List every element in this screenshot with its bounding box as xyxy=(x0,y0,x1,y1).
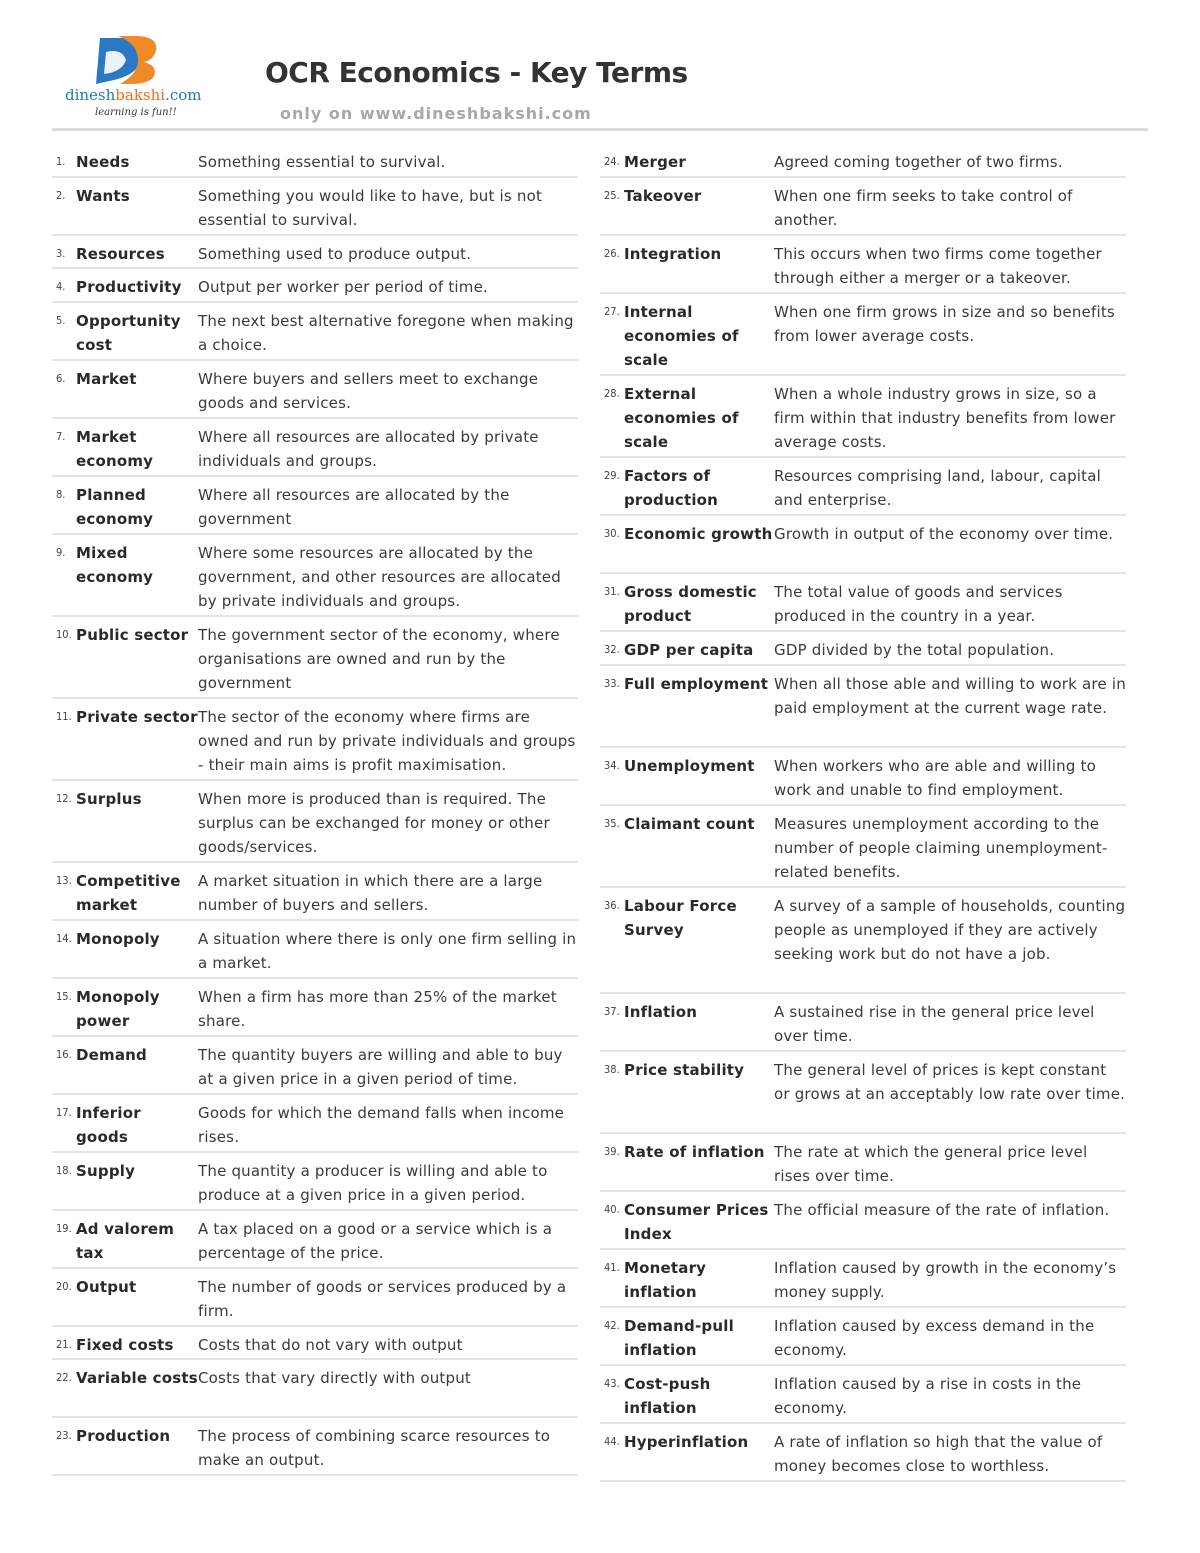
term-name: Wants xyxy=(76,187,130,205)
term-number: 28. xyxy=(604,387,620,400)
term-row xyxy=(600,574,1126,632)
term-row xyxy=(600,294,1126,376)
term-row xyxy=(600,236,1126,294)
term-definition: When a firm has more than 25% of the market share. xyxy=(198,988,557,1030)
term-name: Integration xyxy=(624,245,722,263)
term-definition: When more is produced than is required. The surplus can be exchanged for money or other goods/services. xyxy=(198,790,550,856)
term-number: 24. xyxy=(604,155,620,168)
term-number: 12. xyxy=(56,792,72,805)
term-definition: Costs that vary directly with output xyxy=(198,1369,472,1387)
term-definition: The quantity buyers are willing and able to buy at a given price in a given period of time. xyxy=(198,1046,563,1088)
logo-wordmark: dineshbakshi.com xyxy=(65,86,202,104)
term-definition: The total value of goods and services produced in the country in a year. xyxy=(774,583,1063,625)
page-title: OCR Economics - Key Terms xyxy=(265,56,688,89)
term-number: 15. xyxy=(56,990,72,1003)
term-number: 8. xyxy=(56,488,66,501)
term-row xyxy=(52,303,578,361)
term-row xyxy=(600,888,1126,994)
term-row xyxy=(52,1418,578,1476)
term-definition: When a whole industry grows in size, so a firm within that industry benefits from lower average costs. xyxy=(774,385,1116,451)
term-number: 20. xyxy=(56,1280,72,1293)
term-row xyxy=(600,144,1126,178)
term-number: 41. xyxy=(604,1261,620,1274)
term-name: Resources xyxy=(76,245,165,263)
term-definition: When all those able and willing to work are in paid employment at the current wage rate. xyxy=(774,675,1126,717)
term-row xyxy=(52,419,578,477)
term-name: Ad valorem tax xyxy=(76,1220,175,1262)
term-definition: When one firm grows in size and so benefits from lower average costs. xyxy=(774,303,1115,345)
term-number: 30. xyxy=(604,527,620,540)
term-name: Variable costs xyxy=(76,1369,198,1387)
term-name: Inferior goods xyxy=(76,1104,141,1146)
term-definition: Inflation caused by excess demand in the economy. xyxy=(774,1317,1095,1359)
term-number: 22. xyxy=(56,1371,72,1384)
term-definition: Costs that do not vary with output xyxy=(198,1336,463,1354)
term-row xyxy=(600,178,1126,236)
term-definition: Goods for which the demand falls when income rises. xyxy=(198,1104,565,1146)
term-row xyxy=(600,1424,1126,1482)
term-definition: A market situation in which there are a large number of buyers and sellers. xyxy=(198,872,543,914)
term-definition: A situation where there is only one firm selling in a market. xyxy=(198,930,577,972)
term-definition: Something essential to survival. xyxy=(198,153,446,171)
term-definition: A tax placed on a good or a service which is a percentage of the price. xyxy=(198,1220,553,1262)
term-row xyxy=(600,806,1126,888)
term-row xyxy=(52,617,578,699)
term-name: Price stability xyxy=(624,1061,745,1079)
term-number: 34. xyxy=(604,759,620,772)
page-subtitle[interactable]: only on www.dineshbakshi.com xyxy=(280,104,592,123)
term-row xyxy=(52,1037,578,1095)
term-number: 5. xyxy=(56,314,66,327)
term-name: Internal economies of scale xyxy=(624,303,739,369)
term-definition: Where all resources are allocated by the government xyxy=(198,486,510,528)
term-name: GDP per capita xyxy=(624,641,754,659)
term-number: 1. xyxy=(56,155,66,168)
term-row xyxy=(52,361,578,419)
term-number: 36. xyxy=(604,899,620,912)
term-definition: Agreed coming together of two firms. xyxy=(774,153,1063,171)
term-name: Cost-push inflation xyxy=(624,1375,711,1417)
term-name: Full employment xyxy=(624,675,769,693)
term-number: 43. xyxy=(604,1377,620,1390)
term-row xyxy=(52,1327,578,1360)
term-number: 38. xyxy=(604,1063,620,1076)
term-number: 6. xyxy=(56,372,66,385)
term-number: 18. xyxy=(56,1164,72,1177)
term-definition: The number of goods or services produced by a firm. xyxy=(198,1278,567,1320)
term-name: Productivity xyxy=(76,278,182,296)
term-name: Opportunity cost xyxy=(76,312,181,354)
term-number: 3. xyxy=(56,247,66,260)
terms-column-left xyxy=(52,144,578,1476)
term-name: Hyperinflation xyxy=(624,1433,749,1451)
term-row xyxy=(52,144,578,178)
page-header xyxy=(0,0,1200,140)
term-name: Output xyxy=(76,1278,137,1296)
term-row xyxy=(52,236,578,269)
term-number: 9. xyxy=(56,546,66,559)
term-definition: Inflation caused by growth in the economy’s money supply. xyxy=(774,1259,1117,1301)
term-definition: Growth in output of the economy over time. xyxy=(774,525,1114,543)
header-divider xyxy=(52,128,1148,131)
term-number: 16. xyxy=(56,1048,72,1061)
term-definition: The next best alternative foregone when making a choice. xyxy=(198,312,574,354)
term-name: Surplus xyxy=(76,790,142,808)
term-row xyxy=(600,748,1126,806)
term-definition: GDP divided by the total population. xyxy=(774,641,1055,659)
term-definition: When one firm seeks to take control of another. xyxy=(774,187,1073,229)
term-definition: A survey of a sample of households, counting people as unemployed if they are actively seeking work but do not have a job. xyxy=(774,897,1126,963)
term-definition: Where some resources are allocated by the government, and other resources are allocated by private individuals and groups. xyxy=(198,544,561,610)
term-number: 35. xyxy=(604,817,620,830)
term-definition: A rate of inflation so high that the value of money becomes close to worthless. xyxy=(774,1433,1103,1475)
term-definition: Something you would like to have, but is not essential to survival. xyxy=(198,187,543,229)
term-number: 29. xyxy=(604,469,620,482)
term-name: Demand-pull inflation xyxy=(624,1317,734,1359)
term-number: 27. xyxy=(604,305,620,318)
term-number: 21. xyxy=(56,1338,72,1351)
term-definition: Inflation caused by a rise in costs in the economy. xyxy=(774,1375,1082,1417)
term-definition: A sustained rise in the general price level over time. xyxy=(774,1003,1095,1045)
term-name: Production xyxy=(76,1427,171,1445)
term-row xyxy=(52,979,578,1037)
term-number: 4. xyxy=(56,280,66,293)
term-row xyxy=(52,1211,578,1269)
term-row xyxy=(600,1308,1126,1366)
term-name: Competitive market xyxy=(76,872,181,914)
term-number: 26. xyxy=(604,247,620,260)
term-name: Public sector xyxy=(76,626,189,644)
term-number: 11. xyxy=(56,710,72,723)
term-row xyxy=(52,535,578,617)
term-row xyxy=(52,781,578,863)
term-number: 39. xyxy=(604,1145,620,1158)
term-row xyxy=(52,1269,578,1327)
term-number: 31. xyxy=(604,585,620,598)
term-name: Needs xyxy=(76,153,130,171)
site-logo[interactable] xyxy=(62,34,202,124)
term-definition: Output per worker per period of time. xyxy=(198,278,489,296)
term-number: 10. xyxy=(56,628,72,641)
term-name: Merger xyxy=(624,153,687,171)
term-name: Supply xyxy=(76,1162,136,1180)
term-row xyxy=(52,921,578,979)
term-number: 25. xyxy=(604,189,620,202)
term-definition: This occurs when two firms come together through either a merger or a takeover. xyxy=(774,245,1102,287)
term-number: 2. xyxy=(56,189,66,202)
term-row xyxy=(52,699,578,781)
term-name: Inflation xyxy=(624,1003,698,1021)
term-name: Mixed economy xyxy=(76,544,154,586)
term-number: 40. xyxy=(604,1203,620,1216)
term-definition: Measures unemployment according to the number of people claiming unemployment-related benefits. xyxy=(774,815,1108,881)
term-name: Factors of production xyxy=(624,467,719,509)
term-definition: The rate at which the general price level rises over time. xyxy=(774,1143,1088,1185)
term-row xyxy=(600,666,1126,748)
term-name: Gross domestic product xyxy=(624,583,757,625)
term-name: Consumer Prices Index xyxy=(624,1201,769,1243)
term-definition: The general level of prices is kept constant or grows at an acceptably low rate over time. xyxy=(774,1061,1126,1103)
term-definition: Where buyers and sellers meet to exchange goods and services. xyxy=(198,370,539,412)
term-row xyxy=(600,994,1126,1052)
term-name: Economic growth xyxy=(624,525,773,543)
term-definition: Resources comprising land, labour, capital and enterprise. xyxy=(774,467,1102,509)
term-name: Fixed costs xyxy=(76,1336,174,1354)
term-name: Monopoly power xyxy=(76,988,160,1030)
term-number: 13. xyxy=(56,874,72,887)
term-row xyxy=(52,269,578,303)
term-number: 7. xyxy=(56,430,66,443)
term-name: Demand xyxy=(76,1046,147,1064)
term-row xyxy=(600,1192,1126,1250)
terms-column-right xyxy=(600,144,1126,1482)
term-number: 17. xyxy=(56,1106,72,1119)
term-row xyxy=(600,632,1126,666)
term-row xyxy=(600,1134,1126,1192)
term-definition: Where all resources are allocated by private individuals and groups. xyxy=(198,428,539,470)
term-name: Market economy xyxy=(76,428,154,470)
term-definition: When workers who are able and willing to work and unable to find employment. xyxy=(774,757,1096,799)
term-row xyxy=(52,863,578,921)
term-name: Labour Force Survey xyxy=(624,897,737,939)
logo-mark-icon xyxy=(92,34,162,86)
term-number: 37. xyxy=(604,1005,620,1018)
term-name: Takeover xyxy=(624,187,702,205)
logo-tagline: learning is fun!! xyxy=(95,107,177,118)
term-definition: The quantity a producer is willing and able to produce at a given price in a given period. xyxy=(198,1162,548,1204)
term-row xyxy=(600,1366,1126,1424)
term-name: Planned economy xyxy=(76,486,154,528)
term-name: Unemployment xyxy=(624,757,755,775)
term-row xyxy=(600,376,1126,458)
term-row xyxy=(52,1095,578,1153)
term-row xyxy=(52,1360,578,1418)
term-number: 33. xyxy=(604,677,620,690)
term-definition: Something used to produce output. xyxy=(198,245,472,263)
term-number: 19. xyxy=(56,1222,72,1235)
term-name: Monopoly xyxy=(76,930,160,948)
term-definition: The process of combining scarce resources to make an output. xyxy=(198,1427,551,1469)
term-row xyxy=(52,178,578,236)
term-row xyxy=(600,1250,1126,1308)
term-number: 44. xyxy=(604,1435,620,1448)
term-row xyxy=(600,516,1126,574)
term-number: 42. xyxy=(604,1319,620,1332)
term-row xyxy=(600,458,1126,516)
term-name: Monetary inflation xyxy=(624,1259,707,1301)
term-name: Rate of inflation xyxy=(624,1143,765,1161)
term-row xyxy=(600,1052,1126,1134)
term-name: External economies of scale xyxy=(624,385,739,451)
term-name: Private sector xyxy=(76,708,198,726)
term-definition: The sector of the economy where firms are owned and run by private individuals and groups - their main aims is profit maximisation. xyxy=(198,708,576,774)
term-row xyxy=(52,1153,578,1211)
term-definition: The government sector of the economy, where organisations are owned and run by the government xyxy=(198,626,560,692)
term-number: 23. xyxy=(56,1429,72,1442)
term-row xyxy=(52,477,578,535)
term-name: Market xyxy=(76,370,137,388)
term-definition: The official measure of the rate of inflation. xyxy=(774,1201,1110,1219)
term-name: Claimant count xyxy=(624,815,755,833)
term-number: 14. xyxy=(56,932,72,945)
term-number: 32. xyxy=(604,643,620,656)
